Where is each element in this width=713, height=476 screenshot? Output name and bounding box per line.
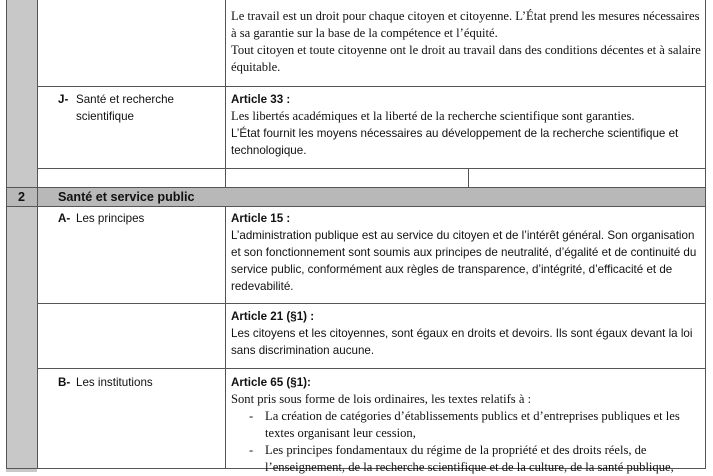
row-label: Santé et recherche scientifique: [76, 93, 174, 123]
grid-line: [225, 206, 226, 469]
item-list: [231, 408, 701, 476]
article-heading: Article 33 :: [231, 93, 291, 106]
list-item: - La création de catégories d’établissements publics et d’entreprises publiques et les textes organisant leur cession,: [231, 408, 701, 442]
row-a-label: [58, 210, 220, 227]
paragraph: Les libertés académiques et la liberté de la recherche scientifique sont garanties.: [231, 109, 635, 123]
row-letter: J-: [58, 93, 69, 106]
row-b-label: [58, 374, 220, 391]
paragraph: L’administration publique est au service du citoyen et de l’intérêt général. Son organisation et son fonctionnement sont soumis aux principes de neutralité, d’égalité et de continuité du service public, conformément aux règles de transparence, d’intégrité, d’efficacité et de redevabilité.: [231, 229, 697, 293]
section-number: 2: [17, 190, 25, 204]
row-j-label: [58, 91, 220, 125]
paragraph: Tout citoyen et toute citoyenne ont le droit au travail dans des conditions décentes et à salaire équitable.: [231, 43, 701, 74]
row-letter: A-: [58, 212, 71, 225]
paragraph: Sont pris sous forme de lois ordinaires, les textes relatifs à :: [231, 392, 532, 406]
grid-line: [6, 0, 7, 469]
grid-line: [225, 0, 226, 187]
top-article-text: [231, 8, 701, 76]
row-a2-content: [231, 308, 701, 359]
left-gray-column: [6, 0, 37, 472]
row-label: Les principes: [76, 212, 145, 225]
grid-line: [468, 168, 469, 187]
row-b-content: [231, 374, 701, 476]
grid-line: [37, 303, 706, 304]
article-heading: Article 21 (§1) :: [231, 310, 315, 323]
grid-line: [37, 168, 706, 169]
paragraph: Les citoyens et les citoyennes, sont égaux en droits et devoirs. Ils sont égaux devant la loi sans discrimination aucune.: [231, 327, 693, 357]
row-a-content: [231, 210, 701, 295]
grid-line: [705, 0, 706, 469]
row-letter: B-: [58, 376, 71, 389]
article-heading: Article 15 :: [231, 212, 291, 225]
grid-line: [37, 0, 38, 469]
grid-line: [37, 86, 706, 87]
article-heading: Article 65 (§1):: [231, 376, 311, 389]
grid-line: [6, 187, 706, 188]
paragraph: L’État fournit les moyens nécessaires au développement de la recherche scientifique et technologique.: [231, 127, 679, 157]
section-title: Santé et service public: [58, 190, 195, 204]
list-item: - Les principes fondamentaux du régime de la propriété et des droits réels, de l’enseignement, de la recherche scientifique et de la culture, de la santé publique,: [231, 442, 701, 476]
row-j-content: [231, 91, 701, 159]
paragraph: Le travail est un droit pour chaque citoyen et citoyenne. L’État prend les mesures nécessaires à sa garantie sur la base de la compétence et l’équité.: [231, 9, 700, 40]
grid-line: [37, 368, 706, 369]
row-label: Les institutions: [76, 376, 153, 389]
grid-line: [6, 206, 706, 207]
